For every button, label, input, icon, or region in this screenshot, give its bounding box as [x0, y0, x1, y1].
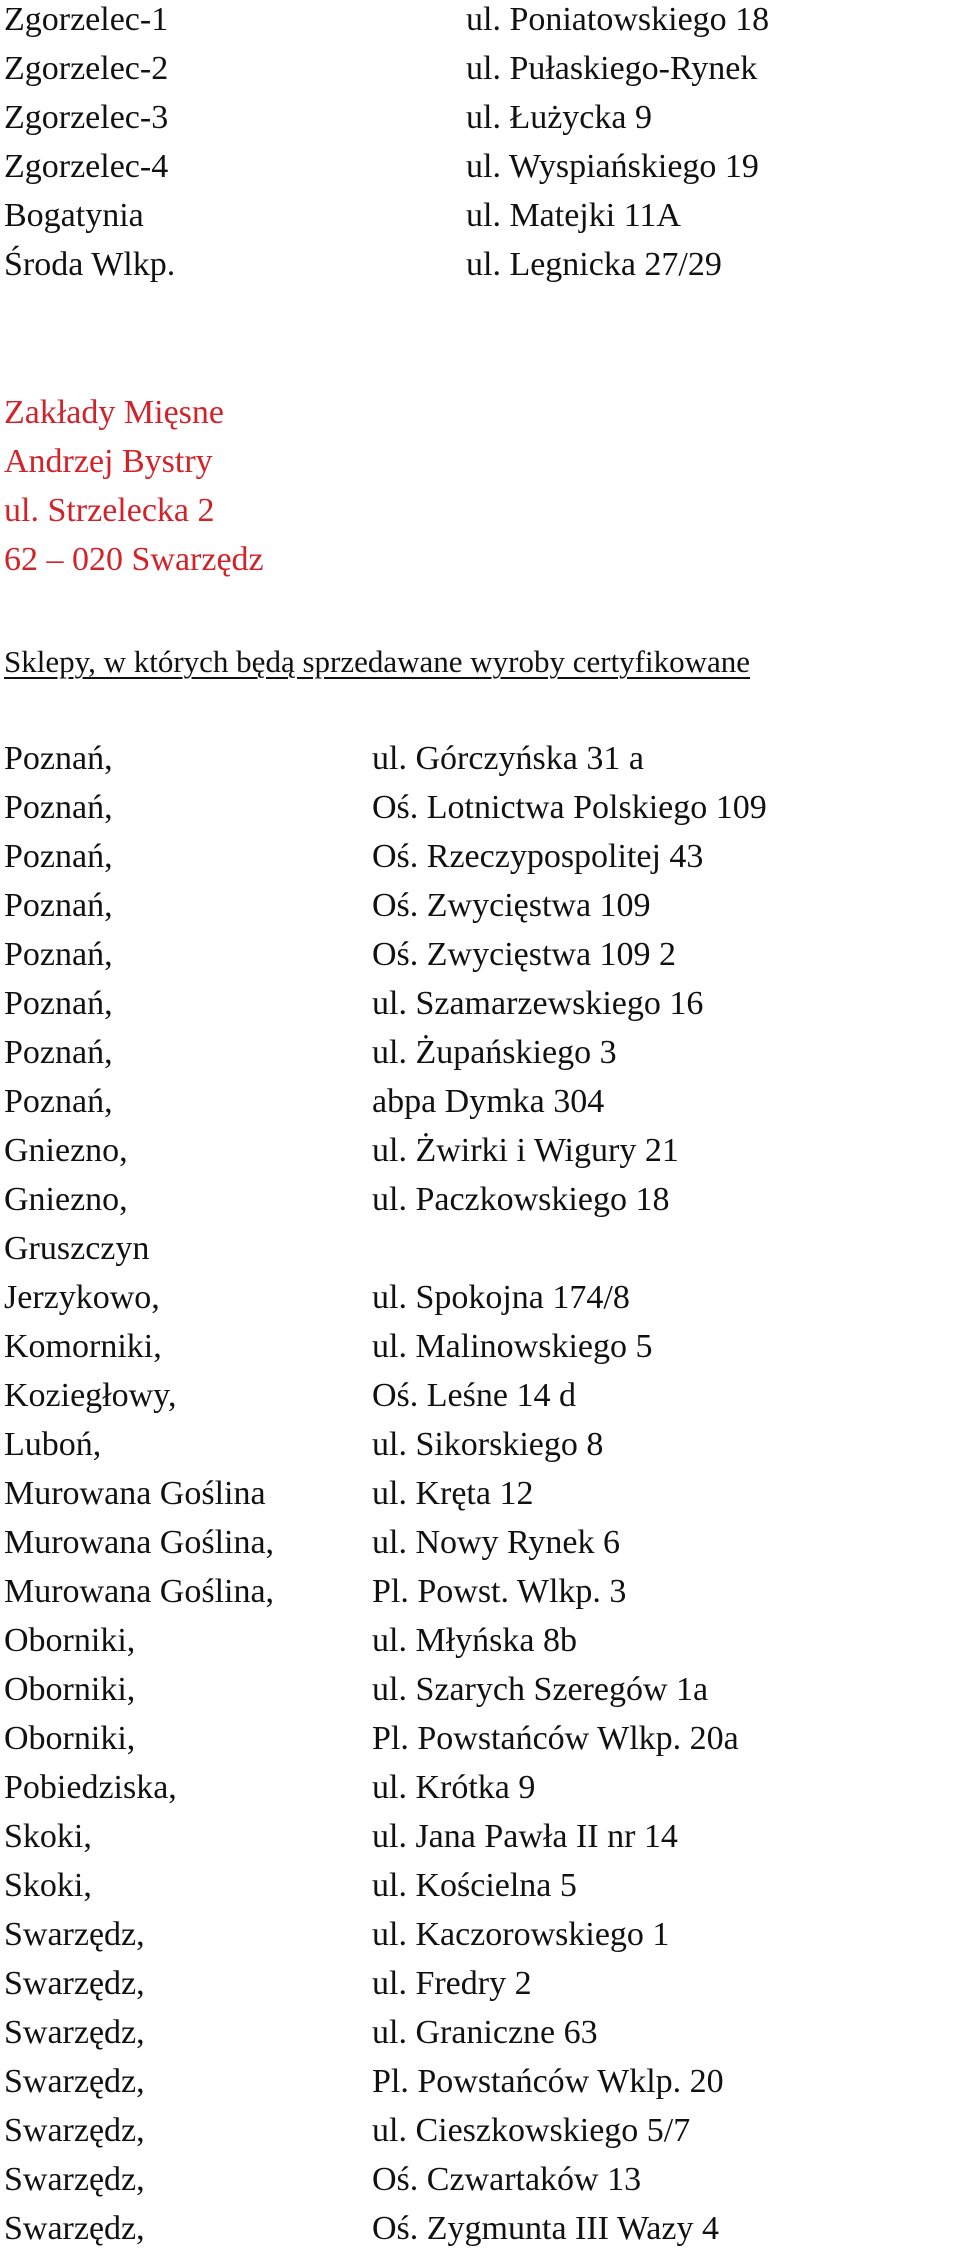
shop-address: abpa Dymka 304 [372, 1083, 605, 1120]
shop-address: Pl. Powstańców Wklp. 20 [372, 2063, 724, 2100]
shop-address: Oś. Zwycięstwa 109 [372, 887, 651, 924]
shop-address: ul. Szarych Szeregów 1a [372, 1671, 709, 1708]
shop-place: Luboń, [4, 1426, 102, 1463]
place-name: Zgorzelec-2 [4, 50, 169, 87]
shop-address: ul. Młyńska 8b [372, 1622, 577, 1659]
shop-address: ul. Graniczne 63 [372, 2014, 598, 2051]
shop-address: Pl. Powstańców Wlkp. 20a [372, 1720, 739, 1757]
shop-address: ul. Żwirki i Wigury 21 [372, 1132, 679, 1169]
company-name-line2: Andrzej Bystry [4, 443, 213, 480]
place-name: Zgorzelec-3 [4, 99, 169, 136]
shop-address: ul. Malinowskiego 5 [372, 1328, 653, 1365]
shop-place: Poznań, [4, 1083, 113, 1120]
address: ul. Poniatowskiego 18 [466, 1, 770, 38]
company-postal-city: 62 – 020 Swarzędz [4, 541, 264, 578]
shop-place: Komorniki, [4, 1328, 162, 1365]
address: ul. Pułaskiego-Rynek [466, 50, 758, 87]
shop-address: ul. Sikorskiego 8 [372, 1426, 604, 1463]
shop-place: Koziegłowy, [4, 1377, 177, 1414]
shop-place: Gniezno, [4, 1132, 128, 1169]
shop-address: Oś. Rzeczypospolitej 43 [372, 838, 704, 875]
shop-address: Pl. Powst. Wlkp. 3 [372, 1573, 627, 1610]
shop-place: Skoki, [4, 1818, 92, 1855]
place-name: Zgorzelec-4 [4, 148, 169, 185]
shops-heading: Sklepy, w których będą sprzedawane wyroby certyfikowane [4, 644, 751, 679]
shop-place: Swarzędz, [4, 2112, 145, 2149]
shop-place: Swarzędz, [4, 1916, 145, 1953]
shop-address: Oś. Zygmunta III Wazy 4 [372, 2210, 719, 2247]
shop-place: Swarzędz, [4, 2161, 145, 2198]
shop-place: Oborniki, [4, 1622, 136, 1659]
shop-address: ul. Szamarzewskiego 16 [372, 985, 704, 1022]
shop-address: ul. Kaczorowskiego 1 [372, 1916, 670, 1953]
shop-address: ul. Cieszkowskiego 5/7 [372, 2112, 691, 2149]
shop-place: Poznań, [4, 1034, 113, 1071]
shop-place: Murowana Goślina [4, 1475, 266, 1512]
shop-place: Poznań, [4, 936, 113, 973]
shop-place: Poznań, [4, 789, 113, 826]
address: ul. Wyspiańskiego 19 [466, 148, 759, 185]
shop-address: Oś. Leśne 14 d [372, 1377, 576, 1414]
shop-address: Oś. Lotnictwa Polskiego 109 [372, 789, 767, 826]
shop-address: ul. Jana Pawła II nr 14 [372, 1818, 678, 1855]
shop-place: Murowana Goślina, [4, 1573, 275, 1610]
shop-place: Poznań, [4, 887, 113, 924]
address: ul. Łużycka 9 [466, 99, 652, 136]
address: ul. Matejki 11A [466, 197, 681, 234]
place-name: Bogatynia [4, 197, 144, 234]
place-name: Zgorzelec-1 [4, 1, 169, 38]
shop-address: Oś. Zwycięstwa 109 2 [372, 936, 677, 973]
shop-place: Oborniki, [4, 1671, 136, 1708]
company-name-line1: Zakłady Mięsne [4, 394, 224, 431]
shop-address: ul. Fredry 2 [372, 1965, 532, 2002]
shop-place: Oborniki, [4, 1720, 136, 1757]
address: ul. Legnicka 27/29 [466, 246, 722, 283]
shop-place: Swarzędz, [4, 2210, 145, 2247]
shop-place: Poznań, [4, 740, 113, 777]
shop-address: ul. Żupańskiego 3 [372, 1034, 617, 1071]
shop-address: ul. Krótka 9 [372, 1769, 536, 1806]
shop-address: ul. Paczkowskiego 18 [372, 1181, 670, 1218]
company-street: ul. Strzelecka 2 [4, 492, 215, 529]
shop-address: ul. Górczyńska 31 a [372, 740, 644, 777]
shop-address: ul. Kościelna 5 [372, 1867, 577, 1904]
shop-address: Oś. Czwartaków 13 [372, 2161, 642, 2198]
shop-address: ul. Spokojna 174/8 [372, 1279, 630, 1316]
shop-address: ul. Nowy Rynek 6 [372, 1524, 620, 1561]
shop-place: Swarzędz, [4, 1965, 145, 2002]
shop-place: Pobiedziska, [4, 1769, 177, 1806]
shop-place: Gruszczyn [4, 1230, 150, 1267]
shop-place: Murowana Goślina, [4, 1524, 275, 1561]
shop-place: Jerzykowo, [4, 1279, 160, 1316]
shop-place: Gniezno, [4, 1181, 128, 1218]
shop-place: Poznań, [4, 985, 113, 1022]
shop-place: Swarzędz, [4, 2014, 145, 2051]
shop-place: Skoki, [4, 1867, 92, 1904]
shop-place: Poznań, [4, 838, 113, 875]
place-name: Środa Wlkp. [4, 246, 176, 283]
shop-place: Swarzędz, [4, 2063, 145, 2100]
shop-address: ul. Kręta 12 [372, 1475, 534, 1512]
